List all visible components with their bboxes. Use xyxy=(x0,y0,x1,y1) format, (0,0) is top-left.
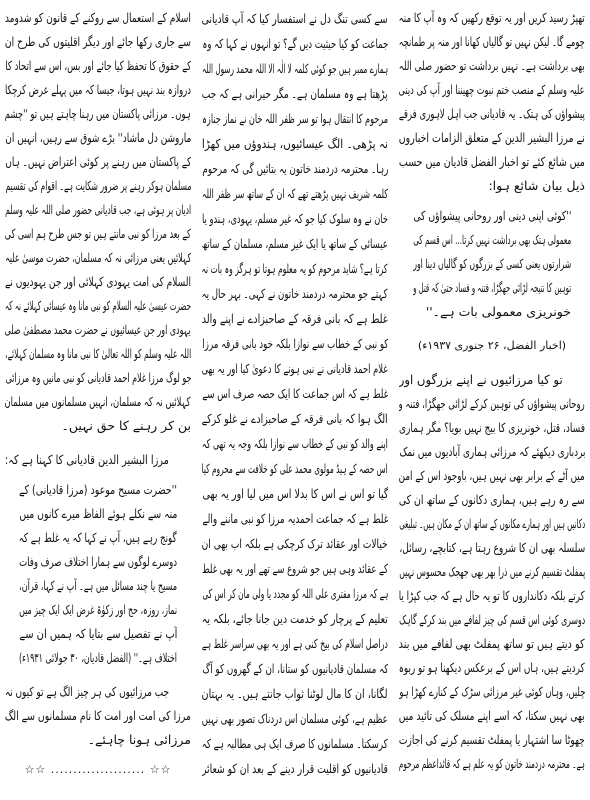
text-line xyxy=(399,512,585,536)
text-line xyxy=(399,440,585,464)
continued-line-text: السلام کی امت یہودی کہلائی اور جن یہودیوں نے xyxy=(5,274,191,289)
continued-line-text: خان نے وہ سلوک کیا جو کہ غیر مسلم، یہودی، ہندو یا xyxy=(202,211,388,226)
continued-line-text: کرتا ہے؟ شاید مرحوم کو یہ معلوم ہوتا تو ہرگز وہ بات نہ xyxy=(202,261,388,276)
paragraph-line-text: مرزا کی امت اور امت کا نام مسلمانوں سے الگ xyxy=(5,708,191,723)
continued-line-text: ماروشن دل ماشاد'' بڑے شوق سے رہیں، انہیں ان xyxy=(5,130,191,145)
text-line xyxy=(5,174,191,198)
continued-line-text: چومے گا۔ لیکن نہیں تو گالیاں کھانا اور منہ پر طمانچہ xyxy=(399,34,585,49)
text-line xyxy=(19,478,177,502)
text-line xyxy=(5,102,191,126)
text-line xyxy=(202,756,388,781)
text-line xyxy=(202,181,388,206)
paragraph-line-text: کرتے بلکہ دکانداروں کا تو یہ حال ہے کہ جب کپڑا یا xyxy=(399,588,585,603)
text-line xyxy=(202,356,388,381)
text-line xyxy=(5,704,191,728)
text-line xyxy=(5,758,191,782)
continued-line-text: کے پاکستان میں رہنے پر کوئی اعتراض نہیں۔ ہاں xyxy=(5,154,191,169)
text-line xyxy=(5,126,191,150)
continued-line-text: یہودی اور جن عیسائیوں نے حضرت محمد مصطفیٰ صلی xyxy=(5,322,191,337)
text-line xyxy=(19,574,177,598)
quote-line-text: معمولی ہتک بھی برداشت نہیں کرتا... اس قسم کی xyxy=(413,232,571,247)
text-line xyxy=(202,131,388,156)
paragraph-line-text: چھوٹا سا اشتہار یا پمفلٹ تقسیم کرنے کی اجازت xyxy=(399,732,585,747)
text-line xyxy=(5,54,191,78)
quote-line-text: توہین کا نتیجہ لڑائی جھگڑا، فتنہ و فساد حتیٰ کہ قتل و xyxy=(413,280,571,295)
text-line xyxy=(5,6,191,30)
continued-line-text: دروازہ بند نہیں ہوتا، جیسا کہ میں پہلے عرض کرچکا xyxy=(5,82,191,97)
text-line xyxy=(202,481,388,506)
column-right xyxy=(399,6,585,800)
ornament-block xyxy=(5,758,191,782)
text-line xyxy=(202,556,388,581)
text-line xyxy=(399,584,585,608)
text-line xyxy=(5,30,191,54)
text-line xyxy=(202,656,388,681)
quote-block xyxy=(5,478,191,670)
paragraph-line-text: سلسلہ بھی ان کا شروع رہتا ہے، کتابچے، رسائل، xyxy=(399,540,585,555)
continued-line-text: جو لوگ مرزا غلام احمد قادیانی کو نبی مانیں وہ مرزائی xyxy=(5,370,191,385)
continued-line-text: علیہ وسلم کے منصب ختم نبوت چھیننا اور آپ کی دینی xyxy=(399,82,585,97)
continued-block xyxy=(5,6,191,438)
text-line xyxy=(399,174,585,198)
text-line xyxy=(202,706,388,731)
continued-line-text: ذیل بیان شائع ہوا: xyxy=(488,178,585,193)
text-line xyxy=(399,6,585,30)
text-line xyxy=(5,198,191,222)
text-line xyxy=(5,318,191,342)
text-line xyxy=(5,366,191,390)
continued-line-text: قادیانیوں کو اقلیت قرار دینے کے بعد ان کو شعائر xyxy=(202,761,388,776)
column-middle xyxy=(202,6,388,800)
text-line xyxy=(399,656,585,680)
text-line xyxy=(5,390,191,414)
text-line xyxy=(399,608,585,632)
text-line xyxy=(202,256,388,281)
continued-line-text: گیا تو اس نے اس کا بدلا اس میں لیا اور یہ بھی xyxy=(202,486,388,501)
text-line xyxy=(202,456,388,481)
text-line xyxy=(5,342,191,366)
continued-line-text: لگانا، ان کا مال لوٹنا ثواب جانتے ہیں۔ یہ بہتان xyxy=(202,686,388,701)
paragraph-line-text: چلیں، وہاں کوئی غیر مرزائی سڑک کے کنارے کھڑا ہو xyxy=(399,684,585,699)
text-line xyxy=(399,392,585,416)
continued-line-text: کہلائیں یعنی مرزائی نہ کہ مسلمان، حضرت موسیٰ علیہ xyxy=(5,250,191,265)
continued-line-text: اس حصہ کے ہیڈ مولوی محمد علی کو خلافت سے محروم کیا xyxy=(202,461,388,476)
text-line xyxy=(413,276,571,300)
ornament-line-text: ☆☆ ..................... ☆☆ xyxy=(24,763,172,776)
paragraph-line-text: دکانیں ہیں اور ہمارے مکانوں کے ساتھ ان کے مکان ہیں۔ تبلیغی xyxy=(399,516,585,531)
continued-line-text: غلط ہے کہ جماعت احمدیہ مرزا کو نبی ماننے والے xyxy=(202,511,388,526)
text-line xyxy=(202,606,388,631)
continued-line-text: سے کسی تنگ دل نے استفسار کیا کہ آپ قادیانی xyxy=(202,11,388,26)
text-line xyxy=(413,228,571,252)
text-line xyxy=(202,331,388,356)
text-line xyxy=(202,431,388,456)
text-line xyxy=(399,334,585,358)
text-line xyxy=(19,502,177,526)
text-line xyxy=(19,550,177,574)
text-line xyxy=(202,281,388,306)
text-line xyxy=(399,728,585,752)
continued-line-text: عیسائی کے ساتھ یا ایک غیر مسلم، مسلمان کے ساتھ xyxy=(202,236,388,251)
continued-line-text: اسلام کے استعمال سے روکنے کے قانون کو شدومد xyxy=(5,10,191,25)
text-line xyxy=(5,414,191,438)
continued-line-text: اللہ علیہ وسلم کو اللہ تعالیٰ کا نبی مانا وہ مسلمان کہلائے، xyxy=(5,346,191,361)
continued-line-text: ادیان پر ہوئی ہے، جب قادیانی حضور صلی اللہ علیہ وسلم xyxy=(5,202,191,217)
paragraph-line-text: جب مرزائیوں کی ہر چیز الگ ہے تو کیوں نہ xyxy=(5,684,169,699)
text-line xyxy=(202,681,388,706)
text-line xyxy=(19,646,177,670)
continued-line-text: کو نبی کے خطاب سے نوازا بلکہ خود بانی فرقہ مرزا xyxy=(202,336,388,351)
text-line xyxy=(202,631,388,656)
text-line xyxy=(399,560,585,584)
text-line xyxy=(399,632,585,656)
text-line xyxy=(399,30,585,54)
paragraph-block xyxy=(399,368,585,776)
continued-line-text: کہ مسلمان قادیانیوں کو ستانا، ان کے گھروں کو آگ xyxy=(202,661,388,676)
paragraph-line-text: میں آٹے کے برابر بھی نہیں ہیں، باوجود اس کے امن xyxy=(399,468,585,483)
text-line xyxy=(5,150,191,174)
source-block xyxy=(399,334,585,358)
paragraph-line-text: پمفلٹ تقسیم کرنے میں ذرا بھر بھی جھجک محسوس نہیں xyxy=(399,564,585,579)
continued-line-text: مسلمان ہوکر رہنے پر ضرور شکایت ہے۔ اقوام کی تقسیم xyxy=(5,178,191,193)
text-line xyxy=(202,406,388,431)
text-line xyxy=(202,306,388,331)
continued-line-text: ہوں۔ مرزائی پاکستان میں رہنا چاہتے ہیں تو ''چشم xyxy=(5,106,191,121)
quote-line-text: مسیح یا چند مسائل میں ہے۔ آپ نے کہا، قرآن، xyxy=(19,578,177,593)
paragraph-line-text: بردباری دیکھئے کہ مرزائی ہماری آبادیوں میں نمک xyxy=(399,444,585,459)
quote-block xyxy=(399,204,585,324)
paragraph-line-text: فساد، قتل، خونریزی کا بیج نہیں بویا؟ مگر ہماری xyxy=(399,420,585,435)
paragraph-line-text: روحانی پیشواؤں کی توہین کرکے لڑائی جھگڑا، فتنہ و xyxy=(399,396,585,411)
quote-line-text: شرارتوں یعنی کسی کے بزرگوں کو گالیاں دینا اور xyxy=(413,256,571,271)
text-line xyxy=(399,680,585,704)
continued-line-text: بن کر رہنے کا حق نہیں۔ xyxy=(61,418,191,433)
text-line xyxy=(5,294,191,318)
text-line xyxy=(399,150,585,174)
text-line xyxy=(5,728,191,752)
text-line xyxy=(202,731,388,756)
quote-line-text: دوسرے لوگوں سے ہمارا اختلاف صرف وفات xyxy=(19,554,177,569)
text-line xyxy=(5,222,191,246)
continued-line-text: کے عقائد وہی ہیں جو شروع سے تھے اور یہ بھی غلط xyxy=(202,561,388,576)
text-line xyxy=(399,54,585,78)
quote-line-text: خونریزی معمولی بات ہے۔'' xyxy=(425,304,571,319)
text-line xyxy=(399,488,585,512)
text-line xyxy=(202,581,388,606)
continued-line-text: کہلائیں نہ کہ مسلمان، انہیں مسلمانوں میں مسلمان xyxy=(5,394,191,409)
continued-line-text: کرسکتا۔ مسلمانوں کا صرف ایک ہی مطالبہ ہے کہ xyxy=(202,736,388,751)
continued-line-text: کے بعد مرزا کو نبی مانتے ہیں تو جس طرح ہم اسی کی xyxy=(5,226,191,241)
paragraph-line-text: کردیتے ہیں، ہاں اس کے برعکس دیکھنا ہو تو ربوہ xyxy=(399,660,585,675)
text-line xyxy=(5,270,191,294)
text-line xyxy=(399,368,585,392)
text-line xyxy=(202,506,388,531)
paragraph-line-text: کو دیتے ہیں تو ساتھ پمفلٹ بھی لفافے میں بند xyxy=(399,636,585,651)
text-line xyxy=(399,752,585,776)
continued-line-text: تھپڑ رسید کریں اور یہ توقع رکھیں کہ وہ آپ کا منہ xyxy=(399,10,585,25)
quote-line-text: ''حضرت مسیح موعود (مرزا قادیانی) کے xyxy=(19,482,177,497)
quote-line-text: آپ نے تفصیل سے بتایا کہ ہمیں ان سے xyxy=(19,626,177,641)
continued-line-text: غلام احمد قادیانی نے نبی ہونے کا دعویٰ کیا اور یہ بھی xyxy=(202,361,388,376)
text-line xyxy=(5,680,191,704)
continued-line-text: عظیم ہے، کوئی مسلمان اس دردناک تصور بھی نہیں xyxy=(202,711,388,726)
continued-line-text: نے مرزا البشیر الدین کے متعلق الزامات اخباروں xyxy=(399,130,585,145)
continued-block xyxy=(399,6,585,198)
text-line xyxy=(202,206,388,231)
paragraph-line-text: مرزائی ہونا چاہئے۔ xyxy=(87,732,191,747)
quote-line-text: اختلاف ہے۔'' (الفضل قادیان، ۳۰ جولائی ۱۹۳۱ء) xyxy=(19,650,177,665)
text-line xyxy=(5,448,191,472)
continued-line-text: ہے کہ مرزا مفتری علی اللہ کو مجدد یا ولی مان کر اس کی xyxy=(202,586,388,601)
paragraph-line-text: تو کیا مرزائیوں نے اپنے بزرگوں اور xyxy=(399,372,563,387)
quote-line-text: منہ سے نکلے ہوئے الفاظ میرے کانوں میں xyxy=(19,506,177,521)
continued-line-text: بھی برداشت ہے۔ نہیں برداشت تو حضور صلی اللہ xyxy=(399,58,585,73)
continued-line-text: پیشواؤں کی ہتک۔ یہ قادیانی جب اہل لاہوری فرقے xyxy=(399,106,585,121)
text-line xyxy=(202,156,388,181)
text-line xyxy=(5,78,191,102)
text-line xyxy=(413,300,571,324)
paragraph-line-text: دوسری کوئی اس قسم کی چیز لفافے میں بند کرکے گاہک xyxy=(399,612,585,627)
quote-line-text: ''کوئی اپنی دینی اور روحانی پیشواؤں کی xyxy=(413,208,571,223)
quote-line-text: نماز، روزہ، حج اور زکوٰۃ غرض ایک ایک چیز میں xyxy=(19,602,177,617)
continued-line-text: سے جاری رکھا جائے اور دیگر اقلیتوں کی طرح ان xyxy=(5,34,191,49)
text-line xyxy=(19,598,177,622)
text-line xyxy=(399,464,585,488)
text-line xyxy=(399,536,585,560)
column-left xyxy=(5,6,191,800)
continued-line-text: حضرت عیسیٰ علیہ السلام کو نبی مانا وہ عیسائی کہلائے نہ کہ xyxy=(5,298,191,313)
text-line xyxy=(202,81,388,106)
text-line xyxy=(202,106,388,131)
text-line xyxy=(202,231,388,256)
paragraph-block xyxy=(5,448,191,472)
paragraph-line-text: ہے۔ محترمہ دردمند خاتون کو یہ علم ہے کہ قائداعظم مرحوم xyxy=(399,756,585,771)
text-line xyxy=(19,526,177,550)
continued-line-text: خیالات اور عقائد ترک کرچکی ہے بلکہ اب بھی ان xyxy=(202,536,388,551)
paragraph-line-text: سے رہ رہے ہیں، ہماری دکانوں کے ساتھ ان کی xyxy=(399,492,585,507)
text-line xyxy=(413,252,571,276)
text-line xyxy=(202,531,388,556)
source-line-text: (اخبار الفضل، ۲۶ جنوری ۱۹۳۷ء) xyxy=(417,339,567,352)
paragraph-line-text: بھی نہیں سکتا، کہ اسے اپنے مسلک کی تائید میں xyxy=(399,708,585,723)
text-line xyxy=(399,78,585,102)
text-line xyxy=(202,31,388,56)
continued-line-text: کے حقوق کا تحفظ کیا جائے اور بس، اس سے اتحاد کا xyxy=(5,58,191,73)
paragraph-block xyxy=(5,680,191,752)
continued-line-text: نہ پڑھی۔ الگ عیسائیوں، ہندوؤں میں کھڑا xyxy=(202,136,388,151)
continued-line-text: مرحوم کا انتقال ہوا تو سر ظفر اللہ خان نے نماز جنازہ xyxy=(202,111,388,126)
text-line xyxy=(202,6,388,31)
continued-line-text: غلط ہے کہ اس جماعت کا ایک حصہ صرف اس سے xyxy=(202,386,388,401)
continued-line-text: کہتے جو محترمہ دردمند خاتون نے کہی۔ بہر حال یہ xyxy=(202,286,388,301)
continued-line-text: ہمارے ممبر ہیں جو کوئی کلمہ لا الٰہ الا اللہ محمد رسول اللہ xyxy=(202,61,388,76)
continued-line-text: الگ ہوا کہ بانی فرقہ کے صاحبزادے نے غلو کرکے xyxy=(202,411,388,426)
text-line xyxy=(399,704,585,728)
continued-line-text: جماعت کو کیا حیثیت دیں گے؟ تو انہوں نے کہا کہ وہ xyxy=(202,36,388,51)
text-line xyxy=(399,416,585,440)
paragraph-line-text: مرزا البشیر الدین قادیانی کا کہنا ہے کہ: xyxy=(5,452,169,467)
text-line xyxy=(202,56,388,81)
continued-line-text: تعلیم کے پرچار کو خدمت دین جانا جائے، بلکہ یہ xyxy=(202,611,388,626)
text-line xyxy=(399,102,585,126)
text-line xyxy=(202,381,388,406)
continued-line-text: رہا۔ محترمہ دردمند خاتون یہ بتائیں گی کہ مرحوم xyxy=(202,161,388,176)
continued-line-text: اپنے والد کو نبی کے خطاب سے نوازا بلکہ وجہ یہ تھی کہ xyxy=(202,436,388,451)
text-line xyxy=(5,246,191,270)
text-line xyxy=(399,126,585,150)
continued-line-text: پڑھتا ہے وہ مسلمان ہے۔ مگر حیرانی ہے کہ جب xyxy=(202,86,388,101)
quote-line-text: گونج رہے ہیں، آپ نے کہا کہ یہ غلط ہے کہ xyxy=(19,530,177,545)
text-line xyxy=(413,204,571,228)
continued-block xyxy=(202,6,388,781)
continued-line-text: غلط ہے کہ بانی فرقہ کے صاحبزادے نے اپنے والد xyxy=(202,311,388,326)
continued-line-text: دراصل اسلام کی بیخ کنی ہے اور یہ بھی سراسر غلط ہے xyxy=(202,636,388,651)
continued-line-text: میں شائع کئے تو اخبار الفضل قادیان میں حسب xyxy=(399,154,585,169)
text-line xyxy=(19,622,177,646)
continued-line-text: کلمہ شریف نہیں پڑھتے تھے کہ ان کے ساتھ سر ظفر اللہ xyxy=(202,186,388,201)
